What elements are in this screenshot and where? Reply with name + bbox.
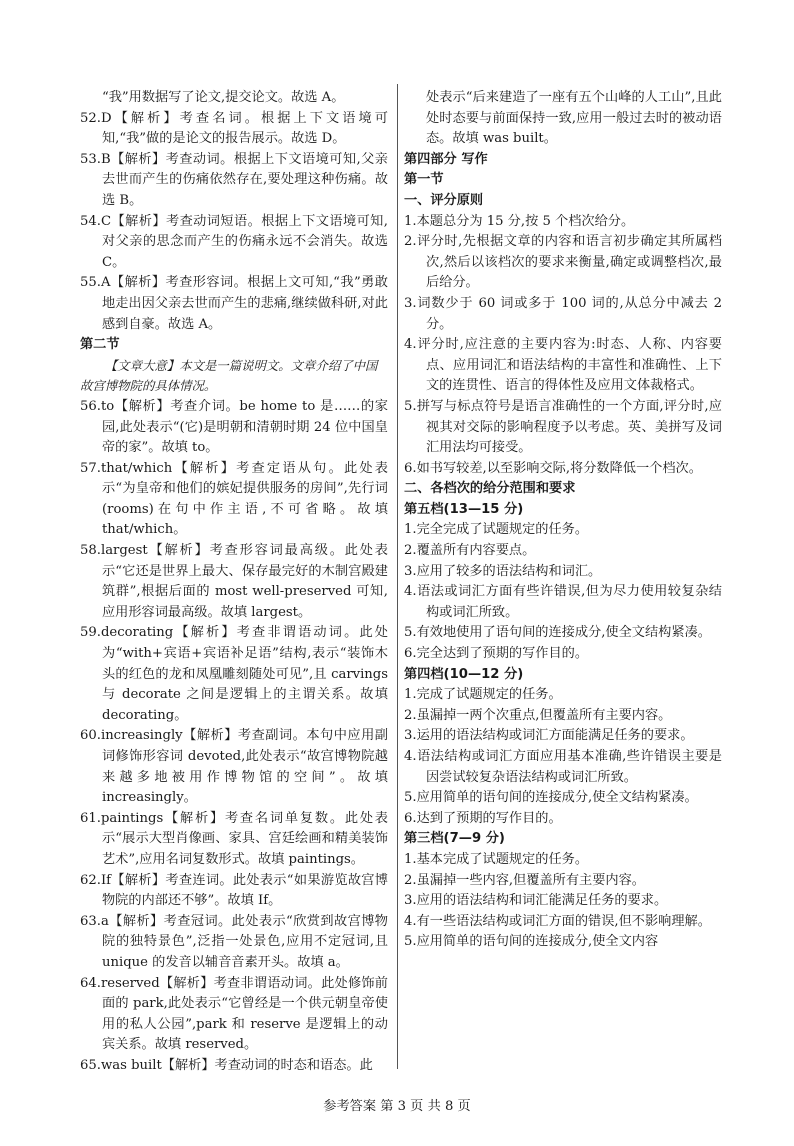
grade-heading: 第四档(10—12 分) <box>404 666 524 682</box>
list-item: 1.完成了试题规定的任务。 <box>404 687 562 703</box>
answer-item: 65.was built【解析】考查动词的时态和语态。此 <box>80 1057 373 1073</box>
list-item: 5.拼写与标点符号是语言准确性的一个方面,评分时,应视其对交际的影响程度予以考虑。英、美拼写及词汇用法均可接受。 <box>404 398 722 456</box>
list-item: 6.完全达到了预期的写作目的。 <box>404 646 589 662</box>
list-item: 3.应用了较多的语法结构和词汇。 <box>404 563 602 579</box>
answer-item: 60.increasingly【解析】考查副词。本句中应用副词修饰形容词 devoted,此处表示“故宫博物院越来越多地被用作博物馆的空间”。故填 increasingly。 <box>80 728 388 806</box>
list-item: 3.运用的语法结构或词汇方面能满足任务的要求。 <box>404 728 694 744</box>
answer-item: 52.D【解析】考查名词。根据上下文语境可知,“我”做的是论文的报告展示。故选 D。 <box>80 110 388 147</box>
list-item: 2.虽漏掉一两个次重点,但覆盖所有主要内容。 <box>404 707 672 723</box>
part-heading: 第四部分 写作 <box>404 151 488 167</box>
list-item: 3.词数少于 60 词或多于 100 词的,从总分中减去 2 分。 <box>404 295 722 332</box>
list-item: 5.有效地使用了语句间的连接成分,使全文结构紧凑。 <box>404 625 711 641</box>
list-item: 3.应用的语法结构和词汇能满足任务的要求。 <box>404 893 668 909</box>
right-column <box>404 88 722 953</box>
left-column <box>80 88 388 1077</box>
answer-item: 63.a【解析】考查冠词。此处表示“欣赏到故宫博物院的独特景色”,泛指一处景色,应用不定冠词,且 unique 的发音以辅音音素开头。故填 a。 <box>80 913 388 970</box>
grade-heading: 第五档(13—15 分) <box>404 501 524 517</box>
answer-item: 55.A【解析】考查形容词。根据上文可知,“我”勇敢地走出因父亲去世而产生的悲痛,继续做科研,对此感到自豪。故选 A。 <box>80 275 388 332</box>
list-item: 4.语法或词汇方面有些许错误,但为尽力使用较复杂结构或词汇所致。 <box>404 584 722 620</box>
list-item: 4.语法结构或词汇方面应用基本准确,些许错误主要是因尝试较复杂语法结构或词汇所致。 <box>404 749 722 785</box>
section-heading: 第一节 <box>404 172 444 188</box>
answer-item: 56.to【解析】考查介词。be home to 是……的家园,此处表示“(它)是明朝和清朝时期 24 位中国皇帝的家”。故填 to。 <box>80 398 388 456</box>
list-item: 4.有一些语法结构或词汇方面的错误,但不影响理解。 <box>404 913 711 929</box>
list-item: 5.应用简单的语句间的连接成分,使全文内容 <box>404 934 659 950</box>
section-heading: 第二节 <box>80 337 120 353</box>
answer-item: 53.B【解析】考查动词。根据上下文语境可知,父亲去世而产生的伤痛依然存在,要处理这种伤痛。故选 B。 <box>80 151 388 208</box>
article-summary: 【文章大意】本文是一篇说明文。文章介绍了中国故宫博物院的具体情况。 <box>80 357 378 394</box>
list-item: 6.达到了预期的写作目的。 <box>404 810 562 826</box>
list-item: 1.本题总分为 15 分,按 5 个档次给分。 <box>404 213 635 229</box>
list-item: 1.完全完成了试题规定的任务。 <box>404 522 589 538</box>
list-item: 2.评分时,先根据文章的内容和语言初步确定其所属档次,然后以该档次的要求来衡量,确定或调整档次,最后给分。 <box>404 234 722 291</box>
page-footer: 参考答案 第 3 页 共 8 页 <box>323 1099 471 1114</box>
answer-item: 64.reserved【解析】考查非谓语动词。此处修饰前面的 park,此处表示“它曾经是一个供元朝皇帝使用的私人公园”,park 和 reserve 是逻辑上的动宾关系。故填 reserved。 <box>80 975 388 1053</box>
list-item: 2.虽漏掉一些内容,但覆盖所有主要内容。 <box>404 872 645 888</box>
answer-item: 62.If【解析】考查连词。此处表示“如果游览故宫博物院的内部还不够”。故填 If。 <box>80 872 388 909</box>
answer-item: 58.largest【解析】考查形容词最高级。此处表示“它还是世界上最大、保存最完好的木制宫殿建筑群”,根据后面的 most well-preserved 可知,应用形容词最高级。故填 largest。 <box>80 543 388 620</box>
list-item: 5.应用简单的语句间的连接成分,使全文结构紧凑。 <box>404 790 698 806</box>
answer-item: 57.that/which【解析】考查定语从句。此处表示“为皇帝和他们的嫔妃提供服务的房间”,先行词(rooms)在句中作主语,不可省略。故填 that/which。 <box>80 460 388 538</box>
grade-heading: 第三档(7—9 分) <box>404 831 505 847</box>
answer-item: 59.decorating【解析】考查非谓语动词。此处为“with+宾语+宾语补足语”结构,表示“装饰木头的红色的龙和凤凰雕刻随处可见”,且 carvings 与 decorate 之间是逻辑上的主谓关系。故填 decorating。 <box>80 625 388 723</box>
list-item: 1.基本完成了试题规定的任务。 <box>404 851 589 867</box>
paragraph: 处表示“后来建造了一座有五个山峰的人工山”,且此处时态要与前面保持一致,应用一般过去时的被动语态。故填 was built。 <box>426 90 722 147</box>
subsection-heading: 一、评分原则 <box>404 192 484 208</box>
list-item: 6.如书写较差,以至影响交际,将分数降低一个档次。 <box>404 460 702 476</box>
list-item: 2.覆盖所有内容要点。 <box>404 543 536 559</box>
answer-item: 61.paintings【解析】考查名词单复数。此处表示“展示大型肖像画、家具、宫廷绘画和精美装饰艺术”,应用名词复数形式。故填 paintings。 <box>80 810 388 867</box>
column-divider <box>397 84 398 1069</box>
subsection-heading: 二、各档次的给分范围和要求 <box>404 481 576 497</box>
list-item: 4.评分时,应注意的主要内容为:时态、人称、内容要点、应用词汇和语法结构的丰富性和准确性、上下文的连贯性、语言的得体性及应用文体裁格式。 <box>404 337 722 394</box>
answer-item: 54.C【解析】考查动词短语。根据上下文语境可知,对父亲的思念而产生的伤痛永远不会消失。故选 C。 <box>80 213 388 270</box>
paragraph: “我”用数据写了论文,提交论文。故选 A。 <box>102 90 345 105</box>
